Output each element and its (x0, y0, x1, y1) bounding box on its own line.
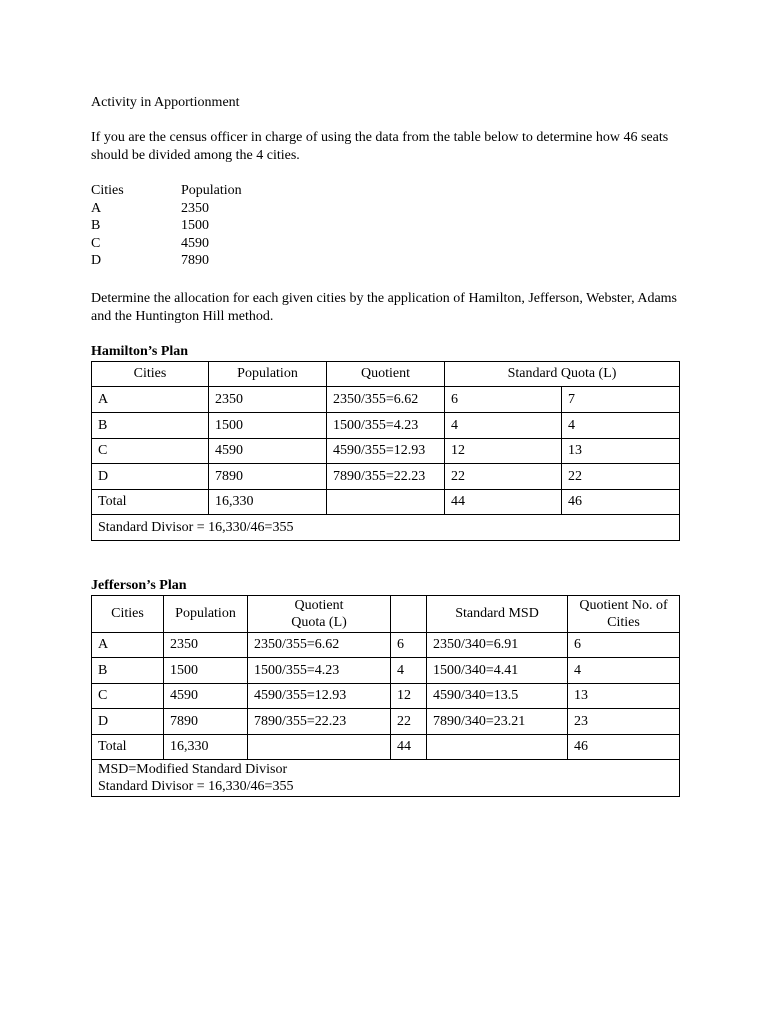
hamilton-header-row (92, 362, 680, 387)
table-cell: Total (92, 735, 164, 760)
table-cell (248, 735, 391, 760)
table-cell: 7890 (164, 709, 248, 735)
table-cell: 7890/355=22.23 (327, 464, 445, 490)
document-title: Activity in Apportionment (91, 95, 240, 110)
table-header-cell: Standard MSD (427, 596, 568, 633)
table-cell: 22 (445, 464, 562, 490)
table-cell: 12 (445, 439, 562, 464)
population-city-cell: B (91, 218, 101, 234)
table-cell: B (92, 658, 164, 684)
table-cell: D (92, 464, 209, 490)
population-value-cell: 2350 (181, 200, 209, 216)
population-city-cell: C (91, 235, 101, 251)
table-cell: 4590/355=12.93 (327, 439, 445, 464)
table-cell: 6 (568, 633, 680, 658)
jefferson-table (91, 595, 680, 797)
jefferson-footer-cell (92, 760, 680, 797)
table-row (92, 709, 680, 735)
table-cell: 4590 (164, 684, 248, 709)
intro-paragraph: If you are the census officer in charge of using the data from the table below to determine how 46 seats should be divided among the 4 cities. (91, 130, 669, 163)
table-cell: 2350 (209, 387, 327, 413)
table-footer-row (92, 515, 680, 541)
table-cell: C (92, 439, 209, 464)
table-header-cell (391, 596, 427, 633)
instruction-paragraph: Determine the allocation for each given cities by the application of Hamilton, Jefferson, Webster, Adams and the Huntington Hill method. (91, 291, 678, 324)
table-cell: 2350 (164, 633, 248, 658)
table-cell: 16,330 (164, 735, 248, 760)
population-table (91, 182, 281, 270)
population-header-row (91, 182, 281, 200)
table-cell: B (92, 413, 209, 439)
table-header-cell: Quotient Quota (L) (248, 596, 391, 633)
table-cell: 44 (391, 735, 427, 760)
hamilton-table (91, 361, 680, 541)
table-row (92, 658, 680, 684)
population-header-cell: Population (181, 183, 242, 198)
standard-divisor-note: Standard Divisor = 16,330/46=355 (92, 515, 680, 541)
table-cell: 46 (568, 735, 680, 760)
table-cell: 13 (568, 684, 680, 709)
population-value-cell: 4590 (181, 235, 209, 251)
table-cell (327, 490, 445, 515)
table-row (92, 464, 680, 490)
population-row (91, 235, 281, 253)
table-cell: Total (92, 490, 209, 515)
table-header-cell: Quotient No. of Cities (568, 596, 680, 633)
table-cell: 12 (391, 684, 427, 709)
table-cell: 23 (568, 709, 680, 735)
table-total-row (92, 735, 680, 760)
table-cell: 4 (391, 658, 427, 684)
msd-definition-note: MSD=Modified Standard Divisor (98, 762, 288, 777)
table-cell: 46 (562, 490, 680, 515)
table-header-cell: Population (164, 596, 248, 633)
table-cell: 4590/355=12.93 (248, 684, 391, 709)
table-cell: 2350/355=6.62 (327, 387, 445, 413)
table-row (92, 413, 680, 439)
table-cell: 1500 (164, 658, 248, 684)
table-cell: 1500/340=4.41 (427, 658, 568, 684)
population-value-cell: 7890 (181, 253, 209, 269)
table-cell: 4590/340=13.5 (427, 684, 568, 709)
table-cell: 6 (445, 387, 562, 413)
table-cell: 4 (445, 413, 562, 439)
table-cell: 4 (562, 413, 680, 439)
population-city-cell: A (91, 200, 102, 216)
table-row (92, 439, 680, 464)
table-cell (427, 735, 568, 760)
table-cell: 44 (445, 490, 562, 515)
table-cell: 2350/355=6.62 (248, 633, 391, 658)
table-cell: 1500 (209, 413, 327, 439)
table-row (92, 387, 680, 413)
table-header-cell: Quotient (327, 362, 445, 387)
table-cell: 4 (568, 658, 680, 684)
population-row (91, 200, 281, 218)
table-header-cell: Cities (92, 362, 209, 387)
hamilton-heading: Hamilton’s Plan (91, 344, 189, 359)
table-cell: 6 (391, 633, 427, 658)
table-total-row (92, 490, 680, 515)
table-header-cell: Population (209, 362, 327, 387)
population-row (91, 217, 281, 235)
table-cell: 7 (562, 387, 680, 413)
population-value-cell: 1500 (181, 218, 209, 234)
table-cell: 2350/340=6.91 (427, 633, 568, 658)
jefferson-header-row (92, 596, 680, 633)
table-footer-row (92, 760, 680, 797)
table-cell: 7890/355=22.23 (248, 709, 391, 735)
jefferson-heading: Jefferson’s Plan (91, 578, 187, 593)
table-cell: 22 (391, 709, 427, 735)
table-cell: A (92, 633, 164, 658)
table-cell: C (92, 684, 164, 709)
table-cell: A (92, 387, 209, 413)
table-cell: 1500/355=4.23 (327, 413, 445, 439)
population-row (91, 252, 281, 270)
table-cell: 22 (562, 464, 680, 490)
population-city-cell: D (91, 253, 102, 269)
standard-divisor-note: Standard Divisor = 16,330/46=355 (98, 779, 294, 794)
population-header-cell: Cities (91, 183, 124, 198)
table-cell: 13 (562, 439, 680, 464)
table-cell: 7890 (209, 464, 327, 490)
table-row (92, 633, 680, 658)
table-cell: 7890/340=23.21 (427, 709, 568, 735)
table-cell: 16,330 (209, 490, 327, 515)
table-header-cell: Cities (92, 596, 164, 633)
table-cell: 4590 (209, 439, 327, 464)
table-cell: 1500/355=4.23 (248, 658, 391, 684)
table-cell: D (92, 709, 164, 735)
table-row (92, 684, 680, 709)
table-header-cell: Standard Quota (L) (445, 362, 680, 387)
